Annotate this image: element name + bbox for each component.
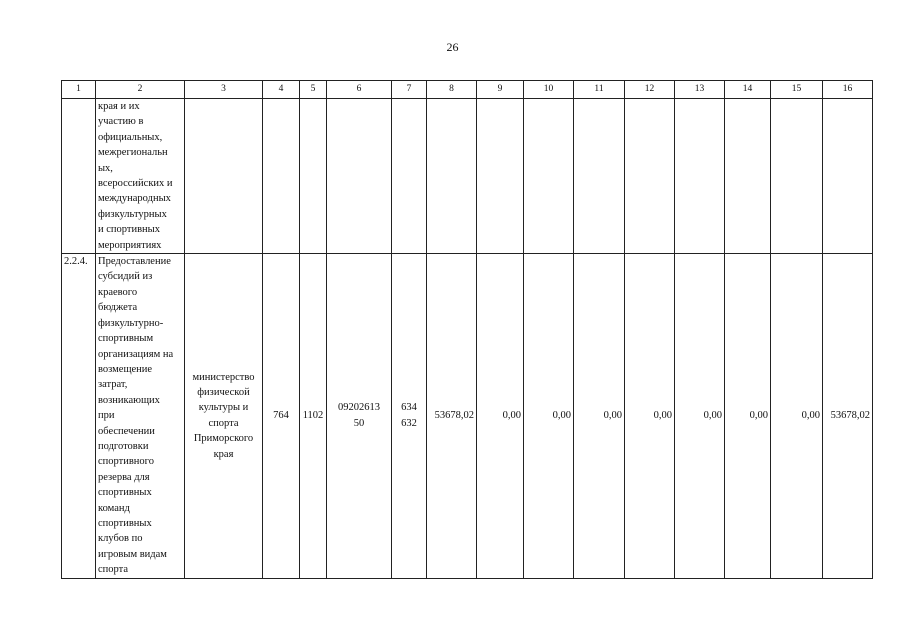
executor-cell bbox=[185, 254, 263, 579]
empty-cell bbox=[427, 99, 477, 254]
page-number: 26 bbox=[446, 40, 459, 54]
text-line: физической bbox=[197, 387, 250, 399]
column-header: 13 bbox=[675, 81, 725, 99]
text-line: бюджета bbox=[98, 302, 138, 314]
text-line: международных bbox=[98, 193, 171, 205]
text-line: мероприятиях bbox=[98, 239, 162, 251]
column-header: 14 bbox=[725, 81, 771, 99]
text-line: культуры и bbox=[198, 402, 249, 414]
text-line: организациям на bbox=[98, 348, 174, 360]
empty-cell bbox=[574, 99, 625, 254]
text-line: физкультурно- bbox=[98, 317, 164, 329]
measure-name-cell bbox=[96, 99, 185, 254]
column-header: 8 bbox=[427, 81, 477, 99]
column-header: 9 bbox=[477, 81, 524, 99]
amount-cell-col15: 0,00 bbox=[771, 254, 823, 579]
empty-cell bbox=[263, 99, 300, 254]
column-header: 6 bbox=[327, 81, 392, 99]
empty-cell bbox=[725, 99, 771, 254]
column-header: 7 bbox=[392, 81, 427, 99]
text-line: клубов по bbox=[98, 533, 143, 545]
section-code-cell: 1102 bbox=[300, 254, 327, 579]
column-header: 3 bbox=[185, 81, 263, 99]
text-line: 09202613 bbox=[338, 402, 380, 414]
text-line: 632 bbox=[401, 417, 417, 429]
text-line: ых, bbox=[98, 162, 113, 174]
budget-table bbox=[61, 80, 873, 579]
amount-cell-col10: 0,00 bbox=[524, 254, 574, 579]
column-header: 11 bbox=[574, 81, 625, 99]
text-line: края и их bbox=[98, 101, 140, 112]
text-line: субсидий из bbox=[98, 271, 153, 283]
column-header: 12 bbox=[625, 81, 675, 99]
empty-cell bbox=[185, 99, 263, 254]
text-line: 634 bbox=[401, 402, 417, 414]
text-line: спорта bbox=[98, 564, 129, 576]
amount-cell-col12: 0,00 bbox=[625, 254, 675, 579]
column-header: 5 bbox=[300, 81, 327, 99]
empty-cell bbox=[392, 99, 427, 254]
text-line: спорта bbox=[208, 417, 239, 429]
row-number-cell bbox=[62, 99, 96, 254]
text-line: участию в bbox=[98, 116, 144, 128]
empty-cell bbox=[675, 99, 725, 254]
text-line: всероссийских и bbox=[98, 178, 173, 190]
text-line: и спортивных bbox=[98, 224, 160, 236]
amount-cell-col9: 0,00 bbox=[477, 254, 524, 579]
text-line: межрегиональн bbox=[98, 147, 168, 159]
expense-type-cell bbox=[392, 254, 427, 579]
table-row-continued bbox=[62, 99, 873, 254]
empty-cell bbox=[771, 99, 823, 254]
text-line: возмещение bbox=[98, 363, 153, 375]
text-line: краевого bbox=[98, 286, 138, 298]
column-header: 2 bbox=[96, 81, 185, 99]
text-line: спортивных bbox=[98, 517, 152, 529]
text-line: физкультурных bbox=[98, 208, 167, 220]
text-line: спортивным bbox=[98, 333, 154, 345]
empty-cell bbox=[823, 99, 873, 254]
measure-name-cell bbox=[96, 254, 185, 579]
text-line: спортивных bbox=[98, 487, 152, 499]
column-header: 4 bbox=[263, 81, 300, 99]
amount-cell-col13: 0,00 bbox=[675, 254, 725, 579]
text-line: подготовки bbox=[98, 440, 149, 452]
grbs-code-cell: 764 bbox=[263, 254, 300, 579]
empty-cell bbox=[327, 99, 392, 254]
amount-cell-col16: 53678,02 bbox=[823, 254, 873, 579]
table-row-2-2-4 bbox=[62, 254, 873, 579]
empty-cell bbox=[524, 99, 574, 254]
row-number-cell: 2.2.4. bbox=[62, 254, 96, 579]
text-line: министерство bbox=[192, 371, 255, 383]
amount-cell-col8: 53678,02 bbox=[427, 254, 477, 579]
amount-cell-col11: 0,00 bbox=[574, 254, 625, 579]
amount-cell-col14: 0,00 bbox=[725, 254, 771, 579]
column-header: 10 bbox=[524, 81, 574, 99]
empty-cell bbox=[477, 99, 524, 254]
column-header: 1 bbox=[62, 81, 96, 99]
text-line: края bbox=[213, 448, 234, 460]
text-line: игровым видам bbox=[98, 548, 167, 560]
text-line: Приморского bbox=[193, 433, 254, 445]
empty-cell bbox=[625, 99, 675, 254]
column-number-row bbox=[62, 81, 873, 99]
text-line: 50 bbox=[353, 417, 365, 429]
text-line: обеспечении bbox=[98, 425, 155, 437]
target-article-cell bbox=[327, 254, 392, 579]
text-line: официальных, bbox=[98, 131, 163, 143]
text-line: при bbox=[98, 410, 115, 422]
text-line: Предоставление bbox=[98, 256, 171, 268]
column-header: 16 bbox=[823, 81, 873, 99]
empty-cell bbox=[300, 99, 327, 254]
text-line: резерва для bbox=[98, 471, 150, 483]
text-line: команд bbox=[98, 502, 130, 514]
text-line: затрат, bbox=[98, 379, 128, 391]
text-line: возникающих bbox=[98, 394, 160, 406]
column-header: 15 bbox=[771, 81, 823, 99]
text-line: спортивного bbox=[98, 456, 154, 468]
